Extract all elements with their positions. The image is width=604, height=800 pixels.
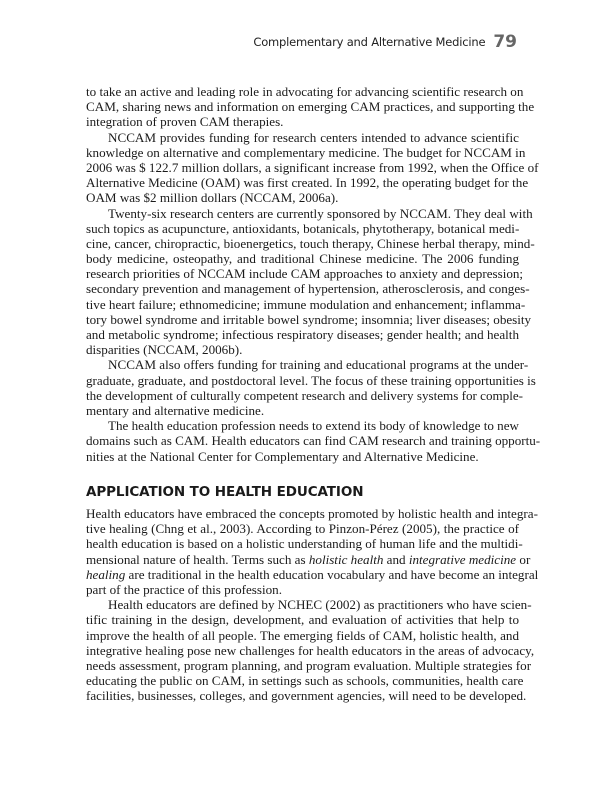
- text-line: to take an active and leading role in advocating for advancing scientific research on: [86, 84, 524, 99]
- text-segment: mensional nature of health. Terms such as: [86, 551, 309, 567]
- text-line: nities at the National Center for Complementary and Alternative Medicine.: [86, 448, 479, 464]
- text-line: Health educators are defined by NCHEC (2002) as practitioners who have scien-: [108, 597, 532, 613]
- italic-term: healing: [86, 566, 126, 582]
- text-line: needs assessment, program planning, and program evaluation. Multiple strategies for: [86, 657, 532, 673]
- text-line: integrative healing pose new challenges for health educators in the areas of advocacy,: [86, 642, 535, 658]
- text-line: tific training in the design, development, and evaluation of activities that help to: [86, 612, 519, 628]
- body-text-section-1: [86, 84, 541, 464]
- text-line: facilities, businesses, colleges, and government agencies, will need to be developed.: [86, 688, 527, 704]
- paragraph: [86, 205, 535, 358]
- text-line: educating the public on CAM, in settings such as schools, communities, health care: [86, 673, 524, 689]
- text-line: knowledge on alternative and complementary medicine. The budget for NCCAM in: [86, 144, 526, 160]
- text-line: tory bowel syndrome and irritable bowel syndrome; insomnia; liver diseases; obesity: [86, 311, 532, 327]
- text-line: tive heart failure; ethnomedicine; immune modulation and enhancement; inflamma-: [86, 296, 526, 312]
- text-line: NCCAM also offers funding for training and educational programs at the under-: [108, 357, 529, 373]
- paragraph: [86, 506, 539, 597]
- text-line: integration of proven CAM therapies.: [86, 114, 284, 130]
- text-line: the development of culturally competent research and delivery systems for comple-: [86, 387, 524, 403]
- italic-term: integrative medicine: [408, 551, 517, 567]
- text-line: Twenty-six research centers are currently sponsored by NCCAM. They deal with: [108, 205, 533, 221]
- text-line: OAM was $2 million dollars (NCCAM, 2006a).: [86, 190, 339, 206]
- text-line: Alternative Medicine (OAM) was first created. In 1992, the operating budget for the: [86, 175, 529, 191]
- text-line: graduate, graduate, and postdoctoral level. The focus of these training opportunities is: [86, 372, 536, 388]
- running-head-title: Complementary and Alternative Medicine: [253, 35, 486, 49]
- text-line: body medicine, osteopathy, and traditional Chinese medicine. The 2006 funding: [86, 251, 519, 267]
- paragraph: [86, 418, 541, 464]
- text-line: The health education profession needs to extend its body of knowledge to new: [108, 418, 519, 434]
- text-segment: or: [516, 551, 531, 567]
- paragraph: [86, 597, 535, 704]
- text-line: disparities (NCCAM, 2006b).: [86, 342, 243, 358]
- text-line: improve the health of all people. The emerging fields of CAM, holistic health, and: [86, 627, 519, 643]
- text-segment: and: [383, 551, 409, 567]
- body-text-section-2: [86, 506, 539, 704]
- text-line: secondary prevention and management of hypertension, atherosclerosis, and conges-: [86, 281, 530, 297]
- text-line: domains such as CAM. Health educators can find CAM research and training opportu-: [86, 433, 541, 449]
- text-line: mentary and alternative medicine.: [86, 402, 265, 418]
- paragraph: [86, 84, 535, 130]
- text-line: cine, cancer, chiropractic, bioenergetics, touch therapy, Chinese herbal therapy, mind-: [86, 235, 535, 251]
- text-line: such topics as acupuncture, antioxidants, botanicals, phytotherapy, botanical medi-: [86, 220, 520, 236]
- paragraph: [86, 357, 536, 418]
- running-head: [253, 32, 517, 52]
- text-line: tive healing (Chng et al., 2003). According to Pinzon-Pérez (2005), the practice of: [86, 521, 519, 537]
- page-number: 79: [493, 32, 517, 52]
- text-line: part of the practice of this profession.: [86, 581, 282, 597]
- text-line: [86, 566, 539, 582]
- text-line: and metabolic syndrome; infectious respiratory diseases; gender health; and health: [86, 327, 519, 342]
- text-line: 2006 was $ 122.7 million dollars, a significant increase from 1992, when the Office of: [86, 159, 539, 175]
- text-line: research priorities of NCCAM include CAM approaches to anxiety and depression;: [86, 266, 524, 282]
- text-line: health education is based on a holistic understanding of human life and the multidi-: [86, 536, 523, 552]
- text-line: Health educators have embraced the concepts promoted by holistic health and integra-: [86, 506, 538, 521]
- text-line: NCCAM provides funding for research centers intended to advance scientific: [108, 129, 519, 145]
- section-heading: APPLICATION TO HEALTH EDUCATION: [86, 484, 364, 500]
- paragraph: [86, 129, 539, 206]
- text-line: [86, 551, 531, 567]
- text-line: CAM, sharing news and information on emerging CAM practices, and supporting the: [86, 99, 535, 115]
- italic-term: holistic health: [308, 551, 384, 567]
- text-segment: are traditional in the health education vocabulary and have become an integral: [125, 566, 539, 582]
